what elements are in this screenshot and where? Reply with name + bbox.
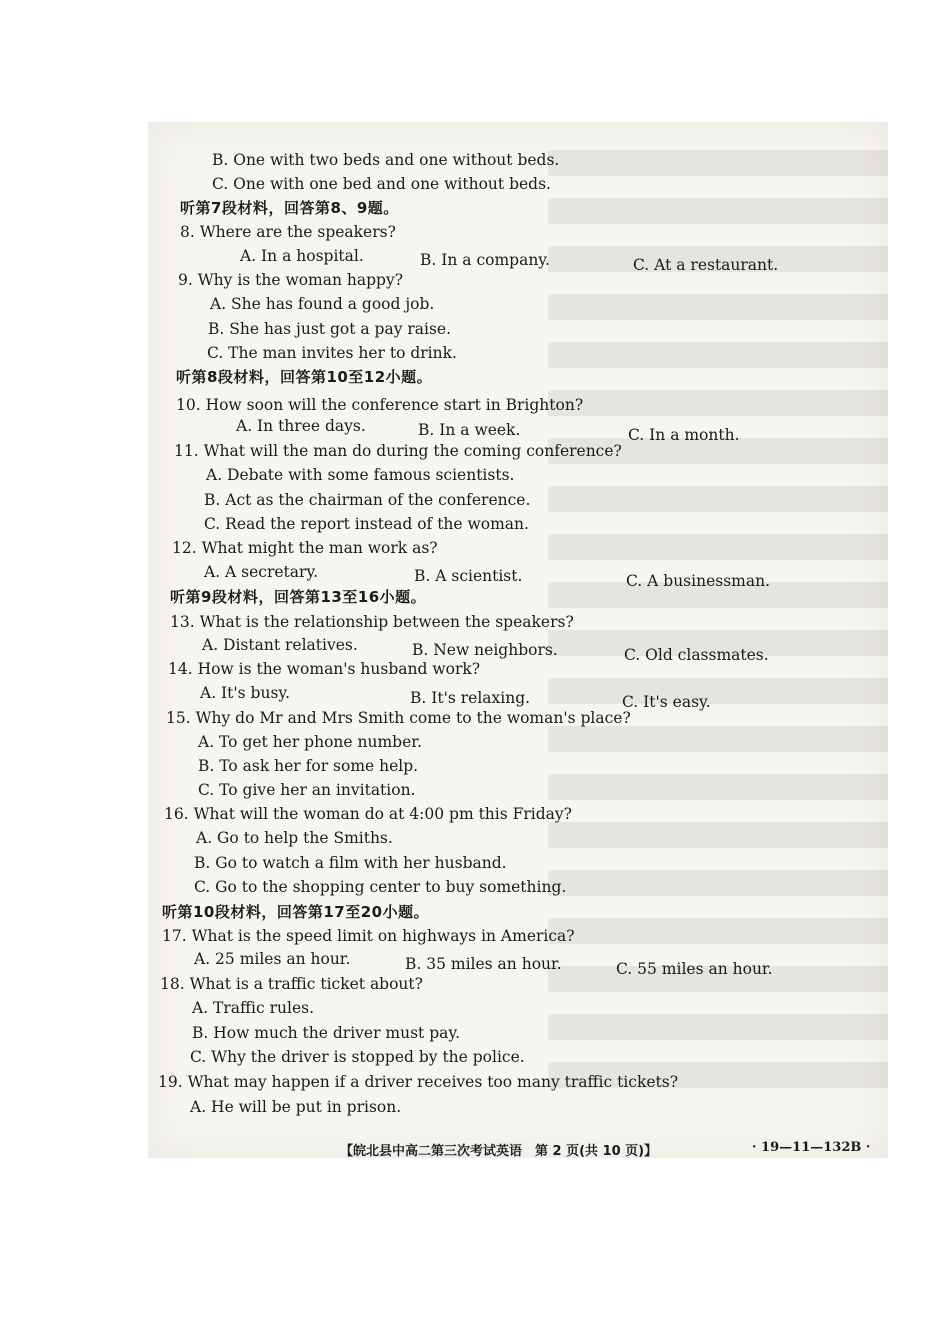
q13-option-c: C. Old classmates. xyxy=(624,646,769,664)
question-10: 10. How soon will the conference start in Brighton? xyxy=(176,396,584,414)
q12-option-b: B. A scientist. xyxy=(414,567,523,585)
q16-option-b: B. Go to watch a film with her husband. xyxy=(194,854,507,872)
question-8: 8. Where are the speakers? xyxy=(180,223,396,241)
page-code: · 19—11—132B · xyxy=(752,1140,871,1155)
q9-option-b: B. She has just got a pay raise. xyxy=(208,320,452,338)
q14-option-a: A. It's busy. xyxy=(200,684,291,702)
page-footer: 【皖北县中高二第三次考试英语 第 2 页(共 10 页)】 xyxy=(340,1144,658,1159)
question-18: 18. What is a traffic ticket about? xyxy=(160,975,423,993)
q17-option-a: A. 25 miles an hour. xyxy=(194,950,351,968)
section-heading-8: 听第8段材料，回答第10至12小题。 xyxy=(176,368,433,386)
q16-option-c: C. Go to the shopping center to buy something. xyxy=(194,878,567,896)
question-13: 13. What is the relationship between the speakers? xyxy=(170,613,574,631)
q10-option-c: C. In a month. xyxy=(628,426,740,444)
question-15: 15. Why do Mr and Mrs Smith come to the woman's place? xyxy=(166,709,631,727)
q13-option-a: A. Distant relatives. xyxy=(202,636,358,654)
q17-option-b: B. 35 miles an hour. xyxy=(405,955,562,973)
q13-option-b: B. New neighbors. xyxy=(412,641,558,659)
section-heading-9: 听第9段材料，回答第13至16小题。 xyxy=(170,588,427,606)
q11-option-b: B. Act as the chairman of the conference. xyxy=(204,491,531,509)
q7-option-b: B. One with two beds and one without beds. xyxy=(212,151,560,169)
section-heading-10: 听第10段材料，回答第17至20小题。 xyxy=(162,903,430,921)
section-heading-7: 听第7段材料，回答第8、9题。 xyxy=(180,199,399,217)
q10-option-a: A. In three days. xyxy=(236,417,366,435)
q10-option-b: B. In a week. xyxy=(418,421,521,439)
q15-option-b: B. To ask her for some help. xyxy=(198,757,419,775)
q11-option-c: C. Read the report instead of the woman. xyxy=(204,515,529,533)
q14-option-c: C. It's easy. xyxy=(622,693,711,711)
question-17: 17. What is the speed limit on highways in America? xyxy=(162,927,575,945)
q14-option-b: B. It's relaxing. xyxy=(410,689,531,707)
question-19: 19. What may happen if a driver receives too many traffic tickets? xyxy=(158,1073,679,1091)
q18-option-a: A. Traffic rules. xyxy=(192,999,315,1017)
question-16: 16. What will the woman do at 4:00 pm this Friday? xyxy=(164,805,572,823)
q7-option-c: C. One with one bed and one without beds. xyxy=(212,175,551,193)
q12-option-a: A. A secretary. xyxy=(204,563,319,581)
q18-option-b: B. How much the driver must pay. xyxy=(192,1024,461,1042)
question-9: 9. Why is the woman happy? xyxy=(178,271,404,289)
q15-option-c: C. To give her an invitation. xyxy=(198,781,416,799)
q17-option-c: C. 55 miles an hour. xyxy=(616,960,773,978)
question-11: 11. What will the man do during the coming conference? xyxy=(174,442,622,460)
q9-option-a: A. She has found a good job. xyxy=(210,295,435,313)
q9-option-c: C. The man invites her to drink. xyxy=(207,344,457,362)
question-12: 12. What might the man work as? xyxy=(172,539,438,557)
question-14: 14. How is the woman's husband work? xyxy=(168,660,481,678)
q8-option-c: C. At a restaurant. xyxy=(633,256,779,274)
q8-option-b: B. In a company. xyxy=(420,251,550,269)
q18-option-c: C. Why the driver is stopped by the police. xyxy=(190,1048,525,1066)
q12-option-c: C. A businessman. xyxy=(626,572,771,590)
q16-option-a: A. Go to help the Smiths. xyxy=(196,829,393,847)
q8-option-a: A. In a hospital. xyxy=(240,247,364,265)
q15-option-a: A. To get her phone number. xyxy=(198,733,422,751)
q19-option-a: A. He will be put in prison. xyxy=(190,1098,402,1116)
q11-option-a: A. Debate with some famous scientists. xyxy=(206,466,515,484)
